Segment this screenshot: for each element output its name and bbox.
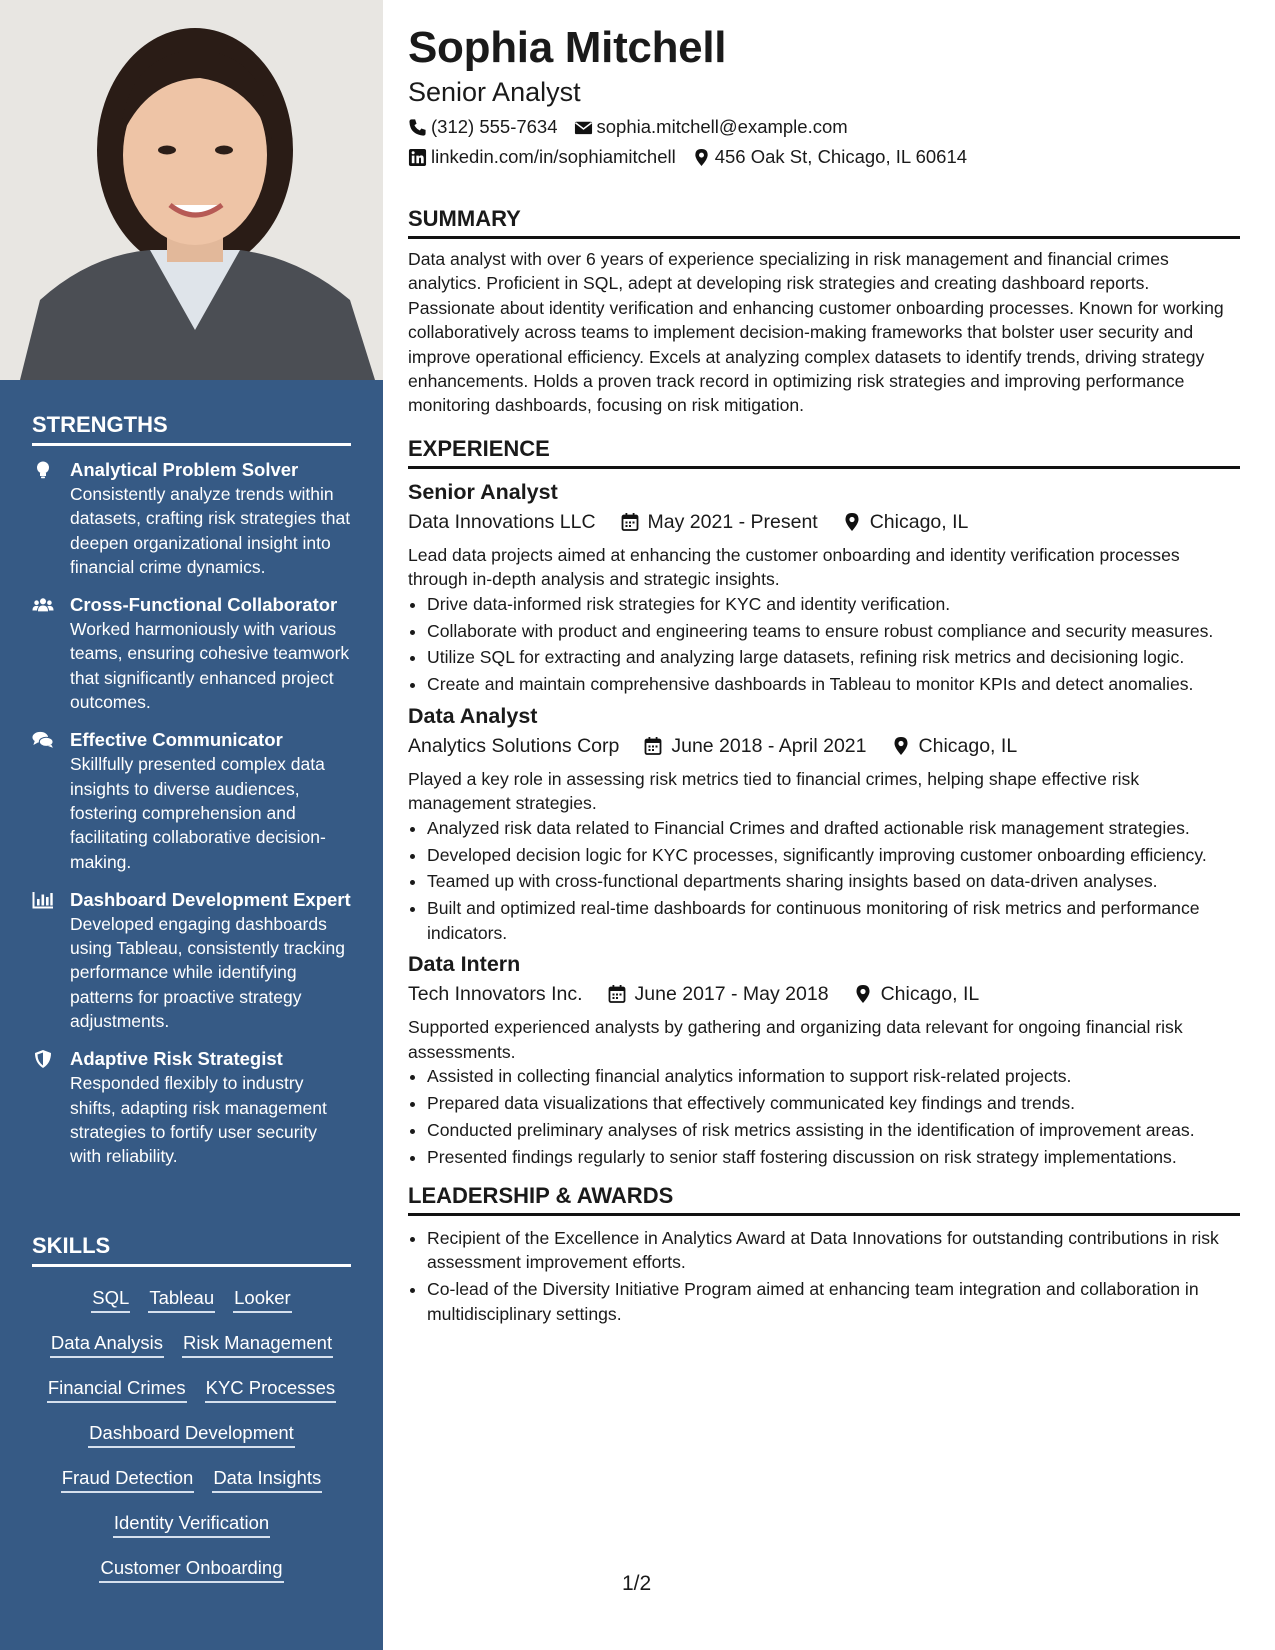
skill-tag: Customer Onboarding — [99, 1555, 283, 1583]
skill-row — [32, 1510, 351, 1555]
shield-icon — [32, 1047, 70, 1168]
summary-heading: SUMMARY — [408, 206, 1240, 239]
envelope-icon — [574, 118, 593, 137]
job-title: Data Intern — [408, 952, 521, 977]
lightbulb-icon — [32, 458, 70, 579]
bullet-item: • Developed decision logic for KYC processes, significantly improving customer onboarding efficiency. — [427, 843, 1240, 867]
sidebar — [0, 0, 383, 1650]
map-marker-icon — [891, 736, 911, 756]
bullet-item: • Create and maintain comprehensive dashboards in Tableau to monitor KPIs and detect anomalies. — [427, 672, 1240, 696]
bullet-item: • Conducted preliminary analyses of risk metrics assisting in the identification of improvement areas. — [427, 1118, 1240, 1142]
calendar-icon — [620, 512, 640, 532]
job-bullets — [408, 1064, 1240, 1169]
phone-icon — [408, 118, 427, 137]
skill-row — [32, 1555, 351, 1600]
strength-description: Developed engaging dashboards using Tableau, consistently tracking performance while identifying patterns for proactive strategy adjustments. — [70, 913, 345, 1032]
company-name: Tech Innovators Inc. — [408, 983, 583, 1006]
strengths-heading: STRENGTHS — [32, 412, 351, 446]
bullet-item: • Presented findings regularly to senior staff fostering discussion on risk strategy implementations. — [427, 1145, 1240, 1169]
skill-tag: Financial Crimes — [47, 1375, 187, 1403]
bullet-item: • Built and optimized real-time dashboards for continuous monitoring of risk metrics and performance indicators. — [427, 896, 1240, 945]
skill-row — [32, 1285, 351, 1330]
job-bullets — [408, 816, 1240, 946]
map-marker-icon — [842, 512, 862, 532]
linkedin-link[interactable]: linkedin.com/in/sophiamitchell — [431, 146, 676, 167]
bullet-item: • Utilize SQL for extracting and analyzing large datasets, refining risk metrics and decisioning logic. — [427, 645, 1240, 669]
skill-tag: Fraud Detection — [61, 1465, 195, 1493]
users-icon — [32, 593, 70, 714]
job-title: Senior Analyst — [408, 479, 558, 504]
job-dates: May 2021 - Present — [647, 510, 818, 533]
contact-row — [408, 142, 1240, 172]
skill-tag: Looker — [233, 1285, 292, 1313]
linkedin-icon — [408, 148, 427, 167]
skill-tag: Tableau — [148, 1285, 215, 1313]
strength-item — [32, 728, 351, 873]
address: 456 Oak St, Chicago, IL 60614 — [714, 146, 968, 167]
bullet-item: • Recipient of the Excellence in Analytics Award at Data Innovations for outstanding contributions in risk assessment improvement efforts. — [427, 1226, 1240, 1275]
comments-icon — [32, 728, 70, 873]
job-title: Data Analyst — [408, 703, 538, 728]
skills-section — [32, 1233, 351, 1600]
email-link[interactable]: sophia.mitchell@example.com — [596, 116, 848, 137]
phone-number[interactable]: (312) 555-7634 — [431, 116, 558, 137]
bullet-item: • Co-lead of the Diversity Initiative Program aimed at enhancing team integration and collaboration in multidisciplinary settings. — [427, 1277, 1240, 1326]
portrait-image — [0, 0, 383, 380]
strength-item — [32, 888, 351, 1033]
job-bullets — [408, 592, 1240, 697]
summary-section — [408, 206, 1240, 418]
job-meta — [408, 731, 1240, 761]
strength-item — [32, 458, 351, 579]
skill-tag: Data Analysis — [50, 1330, 164, 1358]
skill-tag: Data Insights — [212, 1465, 322, 1493]
job-location: Chicago, IL — [918, 734, 1018, 757]
page-number: 1/2 — [622, 1572, 652, 1595]
bullet-item: • Prepared data visualizations that effectively communicated key findings and trends. — [427, 1091, 1240, 1115]
job-dates: June 2017 - May 2018 — [634, 983, 829, 1006]
strength-title: Adaptive Risk Strategist — [70, 1048, 283, 1070]
job-dates: June 2018 - April 2021 — [671, 734, 867, 757]
job-summary: Supported experienced analysts by gathering and organizing data relevant for ongoing financial risk assessments. — [408, 1017, 1183, 1062]
leadership-section — [408, 1183, 1240, 1326]
calendar-icon — [607, 984, 627, 1004]
strength-description: Worked harmoniously with various teams, ensuring cohesive teamwork that significantly enhanced project outcomes. — [70, 619, 350, 713]
strength-title: Effective Communicator — [70, 729, 283, 751]
strength-item — [32, 1047, 351, 1168]
summary-text: Data analyst with over 6 years of experience specializing in risk management and financial crimes analytics. Proficient in SQL, adept at developing risk strategies and creating dashboard reports. Passionate about identity verification and enhancing customer onboarding processes. Known for working collaboratively across teams to implement decision-making frameworks that bolster user security and improve operational efficiency. Excels at analyzing complex datasets to identify trends, driving strategy enhancements. Holds a proven track record in optimizing risk strategies and improving performance monitoring dashboards, focusing on risk mitigation. — [408, 249, 1224, 416]
company-name: Data Innovations LLC — [408, 510, 596, 533]
job-meta — [408, 507, 1240, 537]
strength-title: Analytical Problem Solver — [70, 459, 299, 480]
skill-tag: Dashboard Development — [88, 1420, 295, 1448]
company-name: Analytics Solutions Corp — [408, 734, 620, 757]
job-location: Chicago, IL — [869, 510, 969, 533]
job-summary: Played a key role in assessing risk metrics tied to financial crimes, helping shape effective risk management strategies. — [408, 768, 1140, 814]
job-meta — [408, 979, 1240, 1009]
map-marker-icon — [692, 148, 711, 167]
skill-row — [32, 1420, 351, 1465]
candidate-name: Sophia Mitchell — [408, 23, 727, 72]
calendar-icon — [643, 736, 663, 756]
bullet-item: • Analyzed risk data related to Financial Crimes and drafted actionable risk management strategies. — [427, 816, 1240, 840]
bullet-item: • Collaborate with product and engineering teams to ensure robust compliance and security measures. — [427, 619, 1240, 643]
leadership-heading: LEADERSHIP & AWARDS — [408, 1183, 1240, 1216]
strength-title: Dashboard Development Expert — [70, 888, 351, 910]
job-summary: Lead data projects aimed at enhancing the customer onboarding and identity verification processes through in-depth analysis and strategic insights. — [408, 544, 1180, 590]
bar-chart-icon — [32, 888, 70, 1033]
skills-heading: SKILLS — [32, 1233, 351, 1267]
skill-row — [32, 1375, 351, 1420]
skill-tag: Risk Management — [182, 1330, 333, 1358]
job-entry — [408, 477, 1240, 697]
skill-tag: Identity Verification — [113, 1510, 270, 1538]
skill-row — [32, 1465, 351, 1510]
experience-section — [408, 436, 1240, 1169]
bullet-item: • Assisted in collecting financial analytics information to support risk-related projects. — [427, 1064, 1240, 1088]
strength-description: Responded flexibly to industry shifts, adapting risk management strategies to fortify user security with reliability. — [70, 1073, 327, 1167]
skill-tag: KYC Processes — [205, 1375, 337, 1403]
contact-row — [408, 112, 1240, 142]
strength-description: Skillfully presented complex data insights to diverse audiences, fostering comprehension and facilitating collaborative decision-making. — [70, 754, 326, 872]
job-entry — [408, 949, 1240, 1169]
strength-item — [32, 593, 351, 714]
skill-tag: SQL — [91, 1285, 130, 1313]
experience-heading: EXPERIENCE — [408, 436, 1240, 469]
bullet-item: • Drive data-informed risk strategies for KYC and identity verification. — [427, 592, 1240, 616]
skill-row — [32, 1330, 351, 1375]
candidate-title: Senior Analyst — [408, 77, 581, 107]
profile-photo — [0, 0, 383, 380]
leadership-bullets — [408, 1226, 1240, 1326]
bullet-item: • Teamed up with cross-functional departments sharing insights based on data-driven analyses. — [427, 869, 1240, 893]
job-entry — [408, 701, 1240, 945]
strengths-section — [32, 412, 351, 1183]
strength-description: Consistently analyze trends within datasets, crafting risk strategies that deepen organizational insight into financial crime dynamics. — [70, 484, 351, 577]
map-marker-icon — [853, 984, 873, 1004]
strength-title: Cross-Functional Collaborator — [70, 594, 338, 616]
job-location: Chicago, IL — [880, 983, 980, 1006]
main-content — [408, 20, 1240, 1330]
